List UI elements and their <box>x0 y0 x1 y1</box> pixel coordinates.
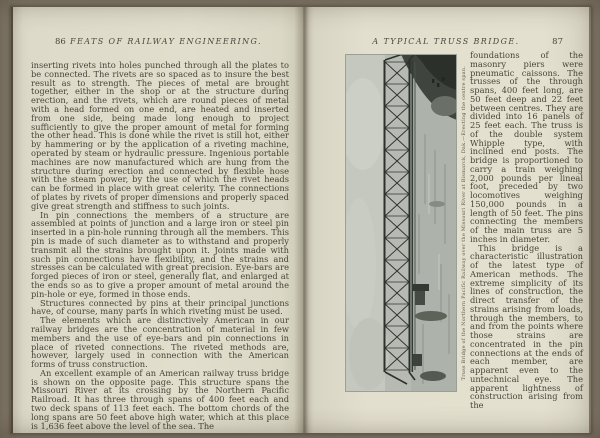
right-body-text <box>470 51 583 410</box>
right-running-head <box>303 37 589 49</box>
book-spread <box>10 6 592 434</box>
paragraph: Structures connected by pins at their principal junctions have, of course, many parts in which riveting must be used. <box>31 297 289 317</box>
bridge-photo-art <box>345 54 457 392</box>
paragraph: An excellent example of an American railway truss bridge is shown on the opposite page. This structure spans the Missouri River at its crossing by the Northern Pacific Railroad. It has three through spans of 400 feet each and two deck spans of 113 feet each. The bottom chords of the long spans are 50 feet above high water, which at this place is 1,636 feet above the level of the sea. The <box>31 367 289 431</box>
left-body-text <box>31 61 289 430</box>
left-running-title: FEATS OF RAILWAY ENGINEERING. <box>70 37 262 46</box>
paragraph: inserting rivets into holes punched through all the plates to be connected. The rivets are so spaced as to insure the best result as to strength. The pieces of metal are brought together, either in the shop or at the structure during erection, and the rivets, which are round pieces of metal with a head formed on one end, are heated and inserted from one side, being made long enough to project sufficiently to give the proper amount of metal for forming the other head. This is done while the rivet is still hot, either by hammering or by the application of a riveting machine, operated by steam or hydraulic pressure. Ingenious portable machines are now manufactured which are hung from the structure during erection and connected by flexible hose with the steam power, by the use of which the rivet heads can be formed in place with great celerity. The connections of plates by rivets of proper dimensions and properly spaced give great strength and stiffness to such joints. <box>31 60 289 211</box>
right-page <box>303 7 589 433</box>
paragraph: foundations of the masonry piers were pneumatic caissons. The trusses of the through spans, 400 feet long, are 50 feet deep and 22 feet between centres. They are divided into 16 panels of 25 feet each. The truss is of the double system Whipple type, with inclined end posts. The bridge is proportioned to carry a train weighing 2,000 pounds per lineal foot, preceded by two locomotives weighing 150,000 pounds in a length of 50 feet. The pins connecting the members of the main truss are 5 inches in diameter. <box>470 50 583 244</box>
paragraph: This bridge is a characteristic illustration of the latest type of American methods. The extreme simplicity of its lines of construction, the direct transfer of the strains arising from loads, through the members, to and from the points where those strains are concentrated in the pin connections at the ends of each member, are apparent even to the untechnical eye. The apparent lightness of construction arising from the <box>470 242 583 410</box>
paragraph: In pin connections the members of a structure are assembled at points of junction and a large iron or steel pin inserted in a pin-hole running through all the members. This pin is made of such diameter as to withstand and properly transmit all the strains brought upon it. Joints made with such pin connections have flexibility, and the strains and stresses can be calculated with great precision. Eye-bars are forged pieces of iron or steel, generally flat, and enlarged at the ends so as to give a proper amount of metal around the pin-hole or eye, formed in those ends. <box>31 209 289 299</box>
paragraph: The elements which are distinctively American in our railway bridges are the concentration of material in few members and the use of eye-bars and pin connections in place of riveted connections. The riveted methods are, however, largely used in connection with the American forms of truss construction. <box>31 315 289 370</box>
left-running-head <box>13 37 305 49</box>
right-running-title: A TYPICAL TRUSS BRIDGE. <box>372 37 520 46</box>
figure-caption-text: Truss Bridge of the Northern Pacific Railway over the Missouri River at Bismarck, Dak.—Erecting the centre span. <box>460 65 467 381</box>
bridge-photograph <box>345 54 457 392</box>
left-page <box>11 7 305 433</box>
left-folio: 86 <box>55 37 66 47</box>
figure-caption <box>459 54 468 392</box>
right-folio: 87 <box>552 37 563 47</box>
